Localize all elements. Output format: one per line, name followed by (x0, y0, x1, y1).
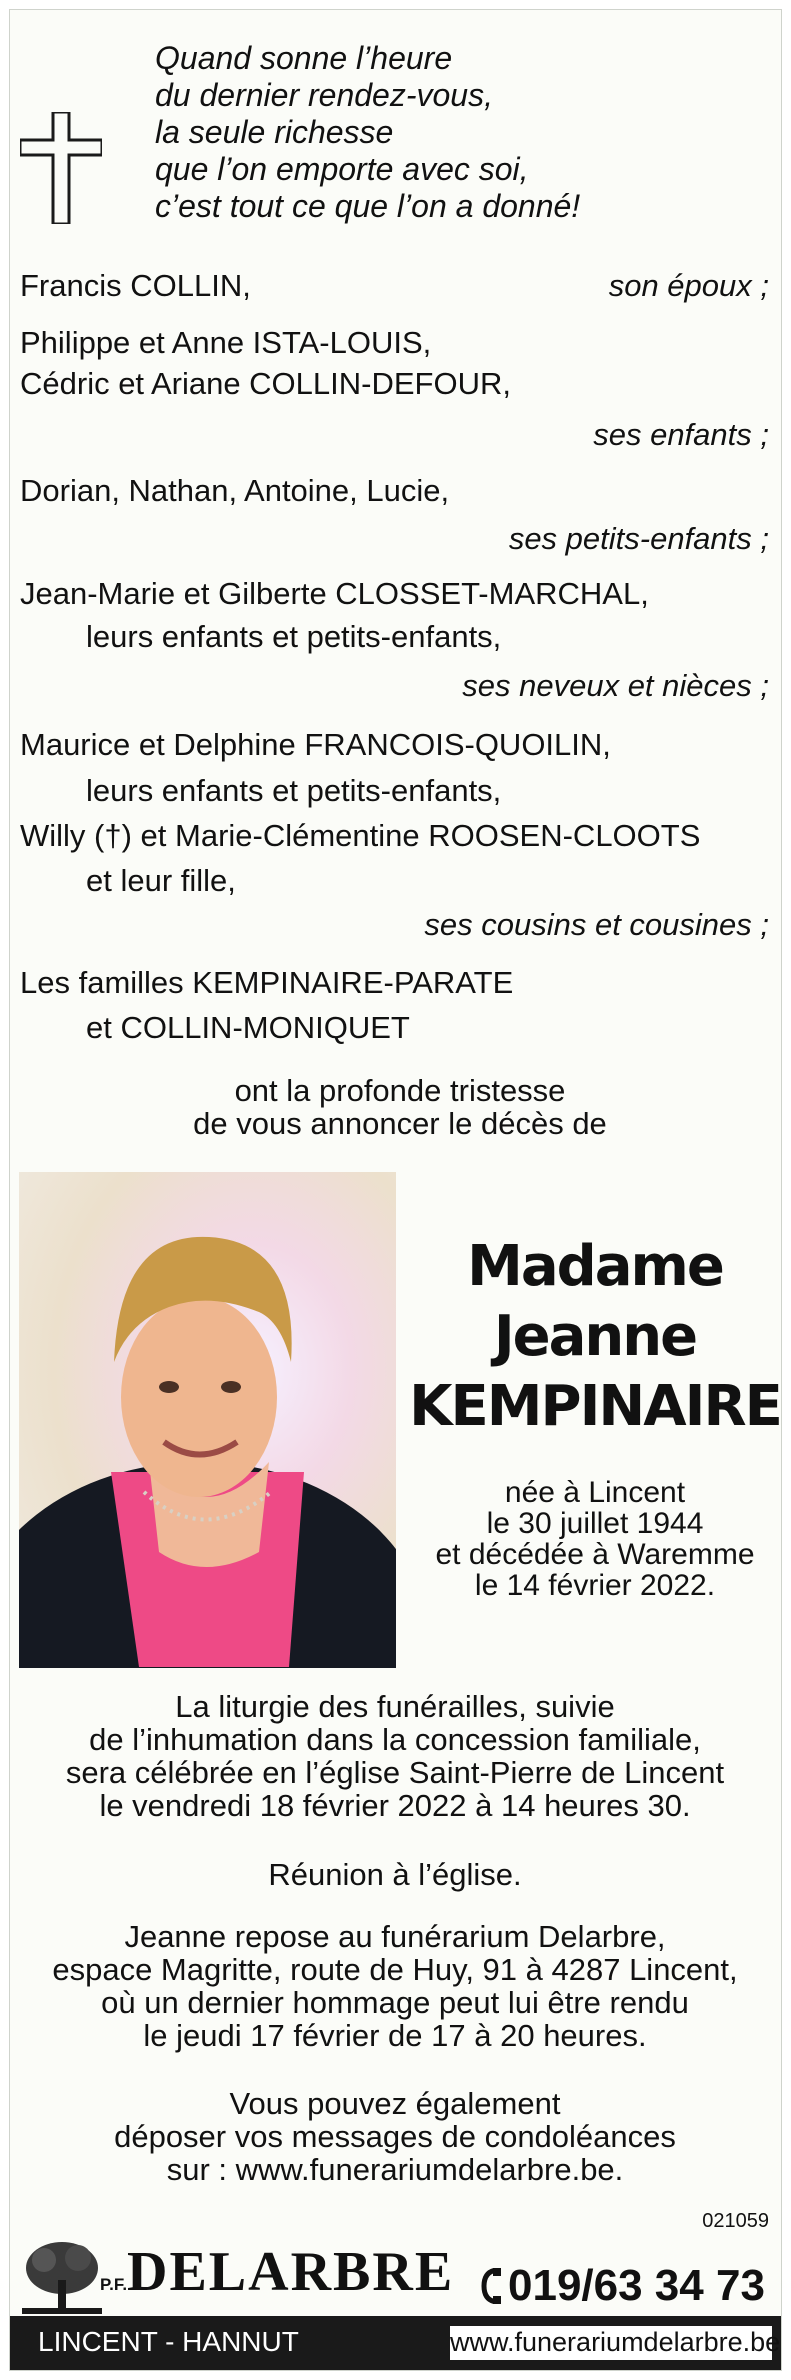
deceased-first-name: Jeanne (493, 1304, 697, 1369)
poem-line: que l’on emporte avec soi, (155, 151, 529, 187)
detail-line: le 30 juillet 1944 (486, 1507, 704, 1540)
funeral-line: La liturgie des funérailles, suivie (175, 1689, 615, 1724)
grandchildren-role: ses petits-enfants ; (508, 521, 769, 556)
spouse-name: Francis COLLIN, (20, 268, 251, 303)
detail-line: et décédée à Waremme (435, 1538, 755, 1571)
detail-line: née à Lincent (504, 1476, 686, 1509)
grandchildren: Dorian, Nathan, Antoine, Lucie, (20, 473, 450, 508)
meeting-info: Réunion à l’église. (268, 1857, 522, 1892)
condolences-line: Vous pouvez également (229, 2086, 561, 2121)
phone-number[interactable]: 019/63 34 73 (508, 2261, 765, 2310)
brand-name: DELARBRE (127, 2241, 455, 2303)
funeral-line: le vendredi 18 février 2022 à 14 heures 30. (99, 1788, 691, 1823)
poem-line: la seule richesse (155, 114, 394, 150)
children-2: Cédric et Ariane COLLIN-DEFOUR, (20, 366, 511, 401)
families-2: et COLLIN-MONIQUET (86, 1010, 410, 1045)
poem (155, 40, 580, 225)
rest-line: où un dernier hommage peut lui être rendu (101, 1985, 689, 2020)
families-1: Les familles KEMPINAIRE-PARATE (20, 965, 514, 1000)
condolences-line[interactable]: sur : www.funerariumdelarbre.be. (166, 2152, 624, 2187)
pf-label: P.F. (100, 2275, 128, 2294)
nephews-1: Jean-Marie et Gilberte CLOSSET-MARCHAL, (20, 576, 649, 611)
rest-info (20, 1920, 770, 2052)
cousins-4: et leur fille, (86, 863, 236, 898)
footer-cities: LINCENT - HANNUT (38, 2326, 299, 2357)
announcement (120, 1074, 680, 1140)
children-1: Philippe et Anne ISTA-LOUIS, (20, 325, 432, 360)
cross-icon (20, 112, 102, 224)
announcement-line: ont la profonde tristesse (234, 1073, 566, 1108)
cousins-1: Maurice et Delphine FRANCOIS-QUOILIN, (20, 727, 611, 762)
poem-line: Quand sonne l’heure (155, 40, 453, 76)
condolences-line: déposer vos messages de condoléances (114, 2119, 676, 2154)
detail-line: le 14 février 2022. (474, 1569, 716, 1602)
nephews-2: leurs enfants et petits-enfants, (86, 619, 502, 654)
cousins-3: Willy (†) et Marie-Clémentine ROOSEN-CLOOTS (20, 818, 701, 853)
poem-line: c’est tout ce que l’on a donné! (155, 188, 581, 224)
funeral-line: sera célébrée en l’église Saint-Pierre de Lincent (65, 1755, 725, 1790)
funeral-info (20, 1690, 770, 1822)
birth-death-details (410, 1477, 780, 1601)
children-role: ses enfants ; (593, 417, 769, 452)
poem-line: du dernier rendez-vous, (155, 77, 493, 113)
announcement-line: de vous annoncer le décès de (193, 1106, 607, 1141)
funeral-line: de l’inhumation dans la concession familiale, (89, 1722, 701, 1757)
rest-line: espace Magritte, route de Huy, 91 à 4287 Lincent, (52, 1952, 738, 1987)
spouse-role: son époux ; (608, 268, 769, 303)
condolences-info (20, 2087, 770, 2186)
nephews-role: ses neveux et nièces ; (462, 668, 769, 703)
rest-line: le jeudi 17 février de 17 à 20 heures. (143, 2018, 647, 2053)
footer-website[interactable]: www.funerariumdelarbre.be (450, 2326, 772, 2360)
rest-line: Jeanne repose au funérarium Delarbre, (124, 1919, 666, 1954)
deceased-title: Madame (467, 1234, 723, 1299)
portrait-photo (19, 1172, 396, 1668)
cousins-2: leurs enfants et petits-enfants, (86, 773, 502, 808)
tree-icon (22, 2240, 102, 2314)
deceased-last-name: KEMPINAIRE (409, 1374, 781, 1439)
cousins-role: ses cousins et cousines ; (424, 907, 769, 942)
phone-icon (480, 2268, 502, 2304)
reference-number: 021059 (702, 2210, 769, 2232)
